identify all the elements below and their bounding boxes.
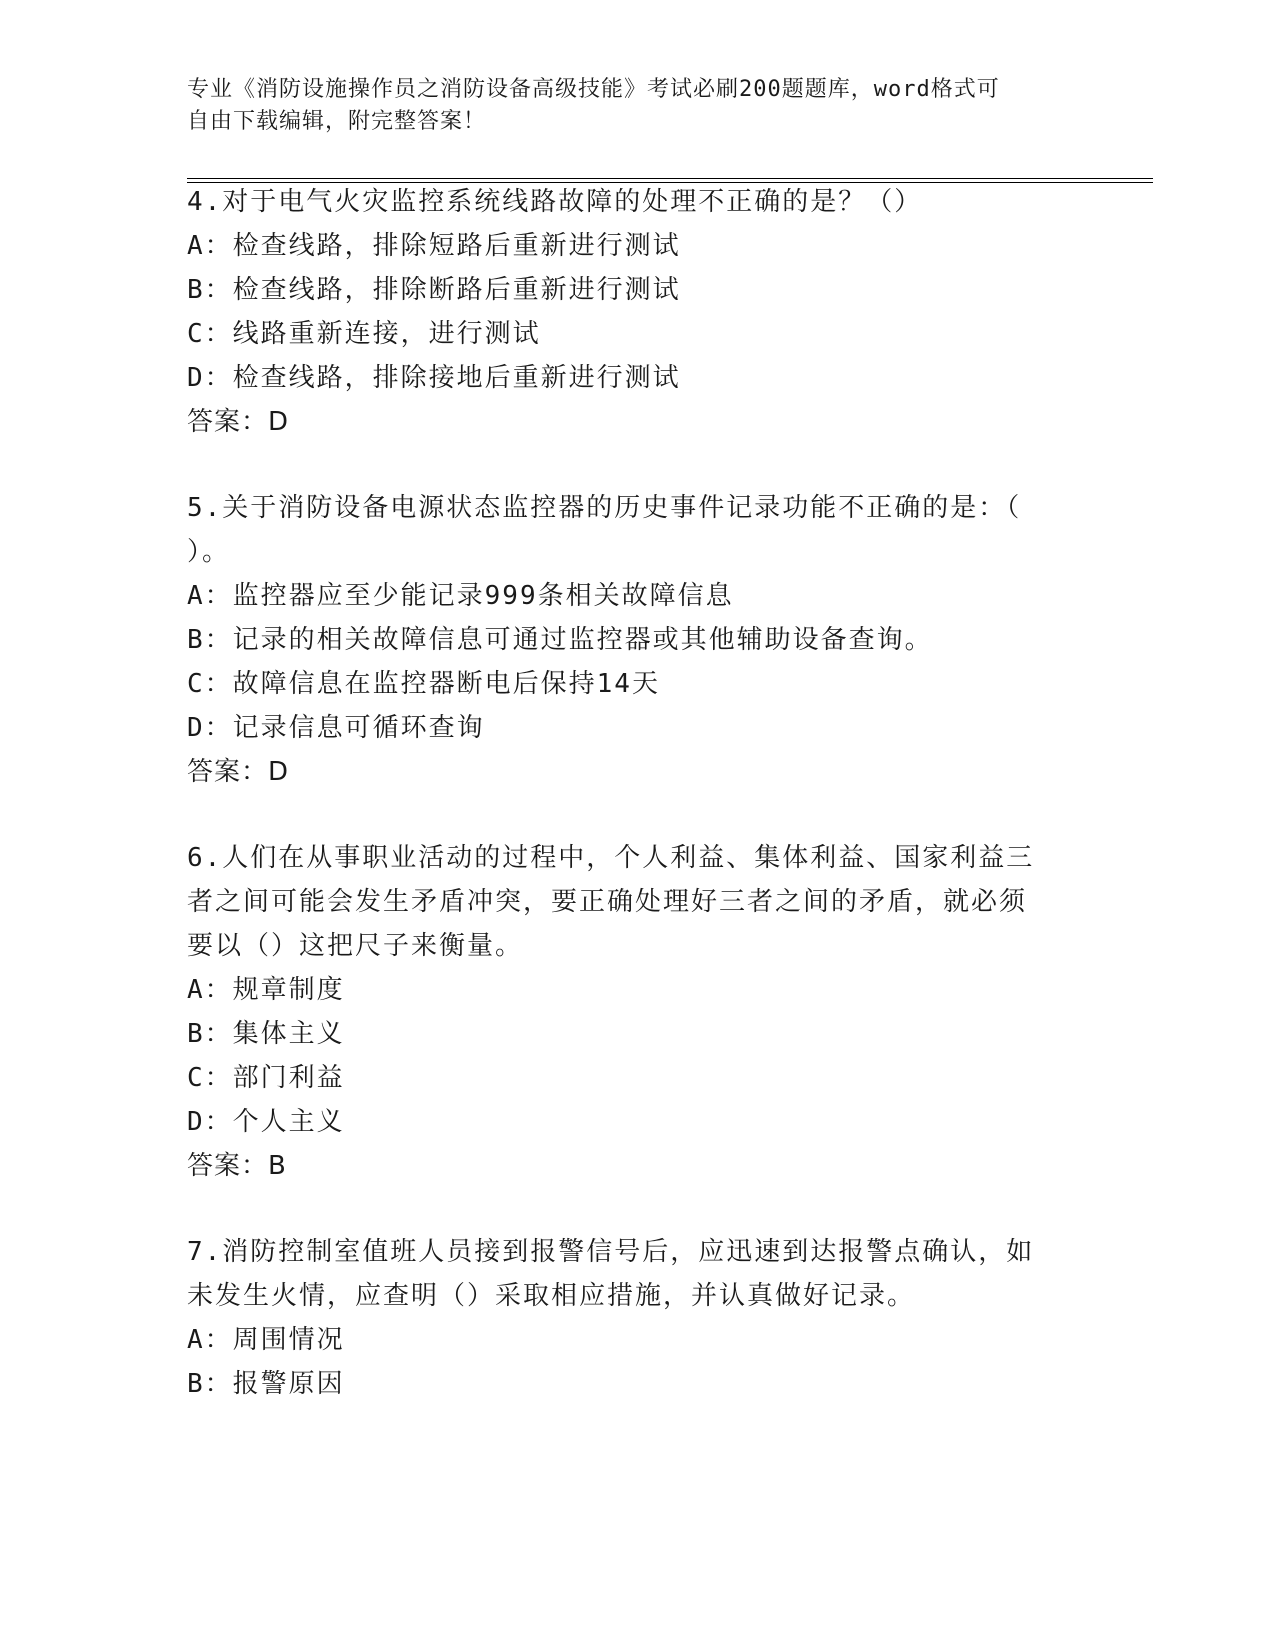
question-6-option-a: A：规章制度 <box>187 975 345 1005</box>
question-6-answer: 答案：B <box>187 1151 287 1181</box>
question-6-stem-line-2: 者之间可能会发生矛盾冲突，要正确处理好三者之间的矛盾，就必须 <box>187 887 1028 917</box>
question-6-option-d: D：个人主义 <box>187 1107 345 1137</box>
header-divider-bottom <box>187 182 1153 183</box>
question-6-option-b: B：集体主义 <box>187 1019 345 1049</box>
question-4-option-d: D：检查线路，排除接地后重新进行测试 <box>187 363 681 393</box>
question-5-option-d: D：记录信息可循环查询 <box>187 713 485 743</box>
header-line-1: 专业《消防设施操作员之消防设备高级技能》考试必刷200题题库，word格式可 <box>187 77 1000 102</box>
header-line-2: 自由下载编辑，附完整答案！ <box>187 109 487 134</box>
question-4-option-a: A：检查线路，排除短路后重新进行测试 <box>187 231 681 261</box>
question-4-option-c: C：线路重新连接，进行测试 <box>187 319 541 349</box>
question-5-option-b: B：记录的相关故障信息可通过监控器或其他辅助设备查询。 <box>187 625 933 655</box>
document-header <box>187 74 1067 138</box>
question-4-option-b: B：检查线路，排除断路后重新进行测试 <box>187 275 681 305</box>
question-7-stem-line-2: 未发生火情，应查明（）采取相应措施，并认真做好记录。 <box>187 1281 916 1311</box>
question-6-stem-line-1: 6.人们在从事职业活动的过程中，个人利益、集体利益、国家利益三 <box>187 843 1035 873</box>
header-divider-top <box>187 178 1153 179</box>
question-7-stem-line-1: 7.消防控制室值班人员接到报警信号后，应迅速到达报警点确认，如 <box>187 1237 1035 1267</box>
question-6-stem-line-3: 要以（）这把尺子来衡量。 <box>187 931 524 961</box>
question-5-answer: 答案：D <box>187 757 290 787</box>
question-4-stem-line-1: 4.对于电气火灾监控系统线路故障的处理不正确的是？（） <box>187 187 923 217</box>
question-7-option-a: A：周围情况 <box>187 1325 345 1355</box>
question-6-option-c: C：部门利益 <box>187 1063 345 1093</box>
question-4-answer: 答案：D <box>187 407 290 437</box>
question-5-stem-line-2: ）。 <box>187 537 231 567</box>
question-7-option-b: B：报警原因 <box>187 1369 345 1399</box>
question-5-option-a: A：监控器应至少能记录999条相关故障信息 <box>187 581 734 611</box>
question-5-stem-line-1: 5.关于消防设备电源状态监控器的历史事件记录功能不正确的是：（ <box>187 493 1022 523</box>
question-5-option-c: C：故障信息在监控器断电后保持14天 <box>187 669 660 699</box>
